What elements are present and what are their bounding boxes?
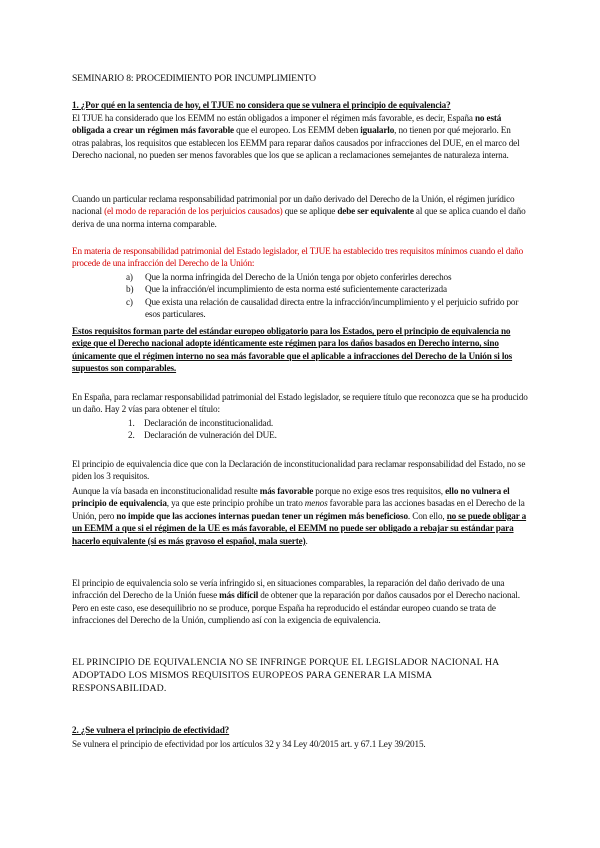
text: Cuando un particular reclama responsabilidad patrimonial por un daño derivado del Derecho de la Unión, el régimen jurídico nacional (72, 194, 515, 217)
paragraph-8 (72, 577, 528, 627)
list-item-text: Declaración de inconstitucionalidad. (144, 418, 274, 428)
page-title: SEMINARIO 8: PROCEDIMIENTO POR INCUMPLIMIENTO (72, 73, 316, 84)
list-marker: b) (126, 284, 134, 295)
text: , ya que este principio prohíbe un trato (166, 498, 305, 509)
list-marker: 1. (128, 418, 135, 428)
text: . Con ello, (407, 510, 447, 521)
paragraph-1 (72, 112, 528, 162)
bold-text: más favorable (259, 486, 314, 496)
text: de obtener que la reparación por daños causados por el Derecho nacional. Pero en este caso, ese desequilibrio no se produce, porque España ha reproducido el estándar europeo cuando se trata de infracciones del Derecho de la Unión, cumpliendo así con la exigencia de equivalencia. (72, 590, 520, 626)
italic-text: menos (304, 498, 328, 509)
paragraph-6: El principio de equivalencia dice que con la Declaración de inconstitucionalidad para reclamar responsabilidad del Estado, no se piden los 3 requisitos. (72, 459, 526, 482)
bold-text: debe ser equivalente (337, 206, 414, 217)
text: . (305, 535, 308, 546)
bold-text: igualarlo (360, 125, 395, 136)
list-item-text: Que exista una relación de causalidad directa entre la infracción/incumplimiento y el perjuicio sufrido por esos particulares. (145, 296, 519, 320)
list-item-text: Que la infracción/el incumplimiento de esta norma esté suficientemente caracterizada (145, 284, 447, 295)
question-2-answer: Se vulnera el principio de efectividad por los artículos 32 y 34 Ley 40/2015 art. y 67.1 Ley 39/2015. (72, 739, 426, 749)
text: , no tienen por qué mejorarlo. En otras palabras, los requisitos que establecen los EEMM para reparar daños causados por infracciones del DUE, en el marco del Derecho nacional, no pueden ser menos favorables que los que se aplican a reclamaciones semejantes de naturaleza interna. (72, 125, 520, 161)
text: favorable para las acciones basadas en el Derecho de la Unión, pero (72, 498, 525, 521)
bold-text: más difícil (219, 590, 259, 601)
list-item-text: Que la norma infringida del Derecho de la Unión tenga por objeto conferirles derechos (145, 272, 452, 282)
vias-list (72, 417, 528, 442)
text: Aunque la vía basada en inconstitucionalidad resulte (72, 486, 260, 496)
question-1-heading (72, 99, 528, 111)
bold-text: no impide que las acciones internas puedan tener un régimen más beneficioso (116, 510, 408, 521)
paragraph-2 (72, 193, 528, 230)
text: El principio de equivalencia solo se vería infringido si, en situaciones comparables, la reparación del daño derivado de una infracción del Derecho de la Unión fuese (72, 578, 505, 601)
bold-text: no está obligada a crear un régimen más favorable (72, 113, 502, 136)
paragraph-7 (72, 485, 528, 547)
list-item-text: Declaración de vulneración del DUE. (144, 430, 277, 441)
list-marker: c) (126, 296, 133, 307)
list-marker: 2. (128, 430, 135, 441)
conclusion: EL PRINCIPIO DE EQUIVALENCIA NO SE INFRINGE PORQUE EL LEGISLADOR NACIONAL HA ADOPTADO LOS MISMOS REQUISITOS EUROPEOS PARA GENERAR LA MISMA RESPONSABILIDAD. (72, 657, 499, 695)
question-2-heading (72, 724, 528, 736)
requisitos-list (72, 271, 528, 321)
paragraph-5: En España, para reclamar responsabilidad patrimonial del Estado legislador, se requiere título que reconozca que se ha producido un daño. Hay 2 vías para obtener el título: (72, 392, 528, 415)
list-item (72, 429, 528, 441)
text: que el europeo. Los EEMM deben (233, 125, 361, 136)
text: al que se aplica cuando el daño deriva de una norma interna comparable. (72, 206, 526, 229)
list-item (72, 271, 528, 283)
list-item (72, 283, 528, 295)
red-text: (el modo de reparación de los perjuicios causados) (104, 206, 283, 217)
bold-text: ello no vulnera el principio de equivalencia (72, 486, 510, 509)
bold-underlined-text: no se puede obligar a un EEMM a que si el régimen de la UE es más favorable, el EEMM no puede ser obligado a rebajar su estándar para hacerlo equivalente (si es más gravoso el español, mala suerte) (72, 510, 527, 546)
question-2-heading-text: 2. ¿Se vulnera el principio de efectividad? (72, 725, 230, 735)
list-item (72, 417, 528, 429)
paragraph-4: Estos requisitos forman parte del estándar europeo obligatorio para los Estados, pero el principio de equivalencia no exige que el Derecho nacional adopte idénticamente este régimen para los daños basados en Derecho interno, sino únicamente que el régimen interno no sea más favorable que el aplicable a infracciones del Derecho de la Unión si los supuestos son comparables. (72, 326, 513, 374)
list-item (72, 296, 528, 321)
text: porque no exige esos tres requisitos, (313, 486, 446, 496)
text: El TJUE ha considerado que los EEMM no están obligados a imponer el régimen más favorable, es decir, España (72, 113, 475, 123)
list-marker: a) (126, 272, 133, 282)
paragraph-3: En materia de responsabilidad patrimonial del Estado legislador, el TJUE ha establecido tres requisitos mínimos cuando el daño procede de una infracción del Derecho de la Unión: (72, 246, 524, 269)
question-1-heading-text: 1. ¿Por qué en la sentencia de hoy, el TJUE no considera que se vulnera el principio de equivalencia? (72, 100, 451, 110)
text: que se aplique (282, 206, 338, 217)
